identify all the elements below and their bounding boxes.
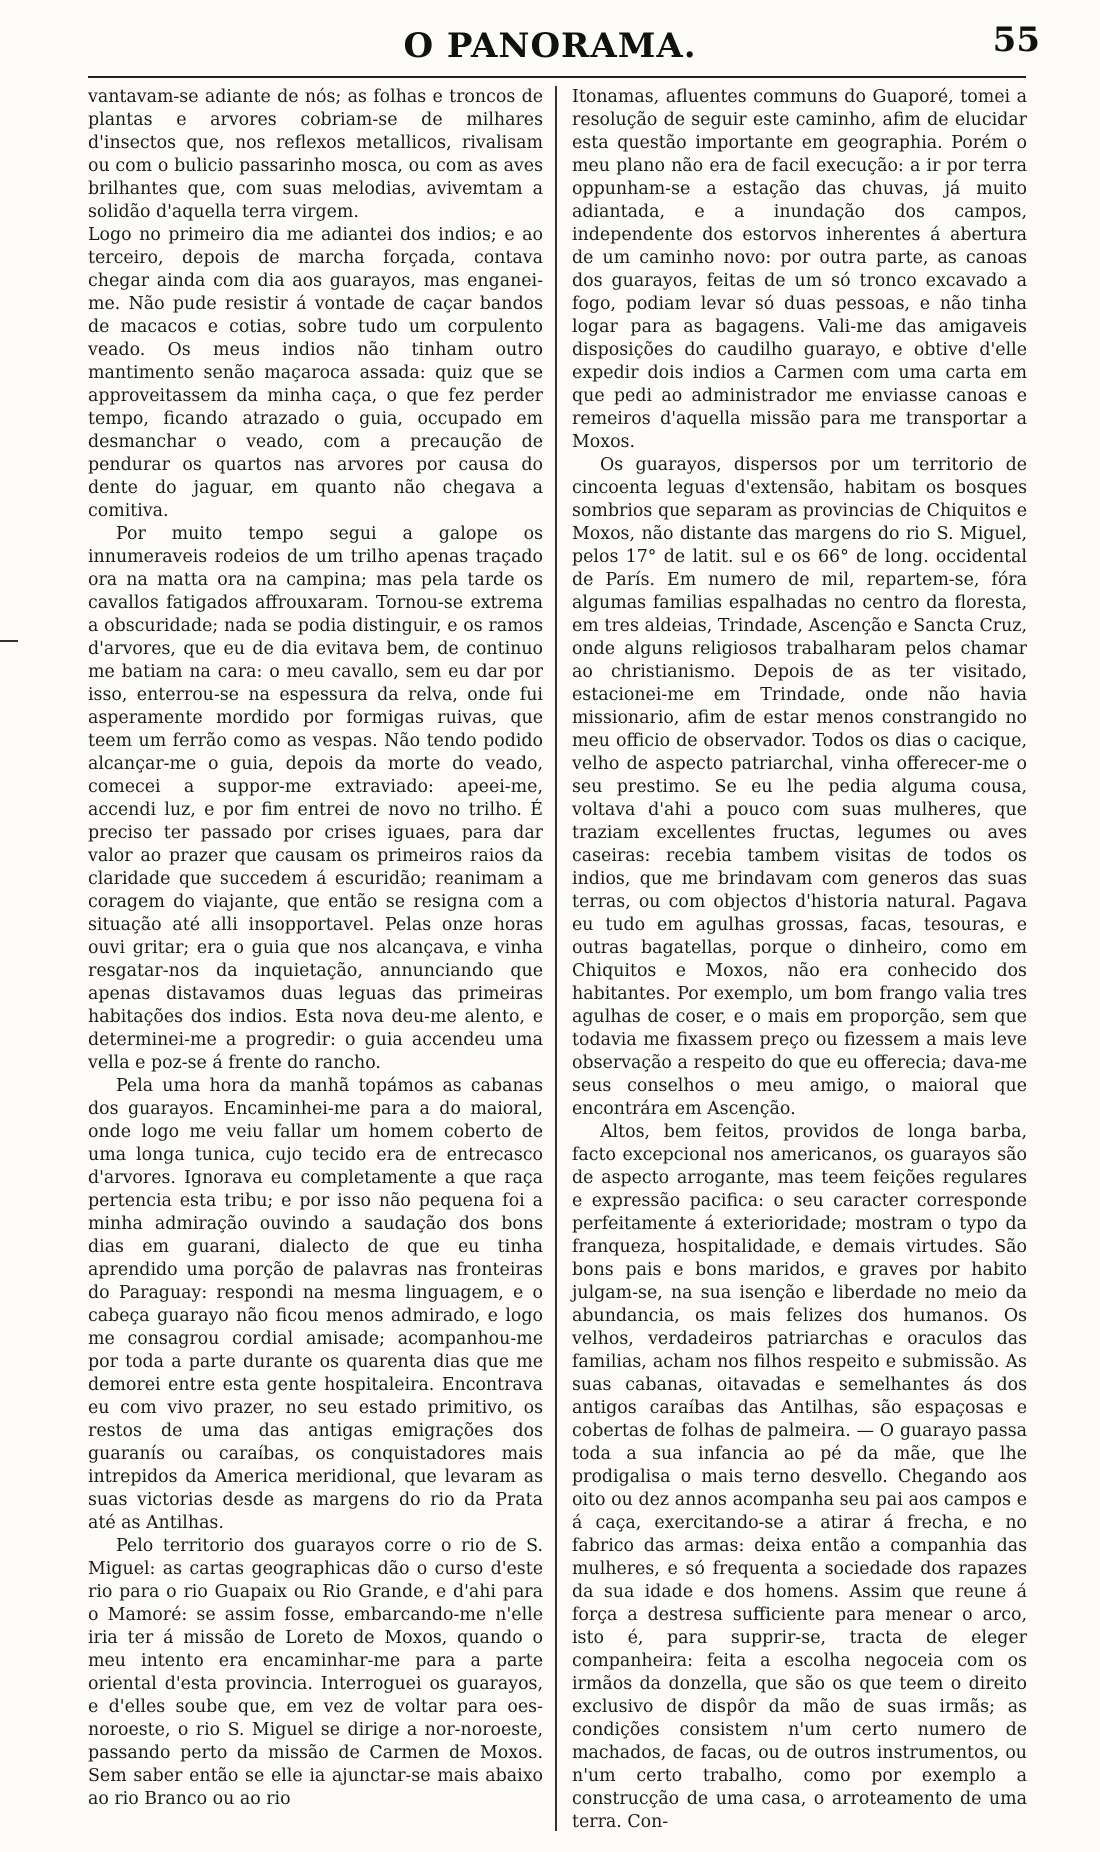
page-header: [0, 20, 1100, 68]
paragraph: Pela uma hora da manhã topámos as cabanas dos guarayos. Encaminhei-me para a do maioral, onde logo me veiu fallar um homem coberto de uma longa tunica, cujo tecido era de entrecasco d'arvores. Ignorava eu completamente a que raça pertencia esta tribu; e por isso não pequena foi a minha admiração ouvindo a saudação dos bons dias em guarani, dialecto de que eu tinha aprendido uma porção de palavras nas fronteiras do Paraguay: respondi na mesma linguagem, e o cabeça guarayo não ficou menos admirado, e logo me consagrou cordial amisade; acompanhou-me por toda a parte durante os quarenta dias que me demorei entre esta gente hospitaleira. Encontrava eu com vivo prazer, no seu estado primitivo, os restos de uma das antigas emigrações dos guaranís ou caraíbas, os conquistadores mais intrepidos da America meridional, que levaram as suas victorias desde as margens do rio da Prata até as Antilhas.: [88, 1076, 543, 1533]
paragraph: vantavam-se adiante de nós; as folhas e troncos de plantas e arvores cobriam-se de milhares d'insectos que, nos reflexos metallicos, rivalisam ou com o bulicio passarinho mosca, ou com as aves brilhantes que, com suas melodias, avivemtam a solidão d'aquella terra virgem.: [88, 87, 543, 222]
paragraph: Os guarayos, dispersos por um territorio de cincoenta leguas d'extensão, habitam os bosques sombrios que separam as provincias de Chiquitos e Moxos, não distante das margens do rio S. Miguel, pelos 17° de latit. sul e os 66° de long. occidental de París. Em numero de mil, repartem-se, fóra algumas familias espalhadas no centro da floresta, em tres aldeias, Trindade, Ascenção e Sancta Cruz, onde alguns religiosos trabalharam pelos chamar ao christianismo. Depois de as ter visitado, estacionei-me em Trindade, onde não havia missionario, afim de estar menos constrangido no meu officio de observador. Todos os dias o cacique, velho de aspecto patriarchal, vinha offerecer-me o seu prestimo. Se eu lhe pedia alguma cousa, voltava d'ahi a pouco com suas mulheres, que traziam excellentes fructas, legumes ou aves caseiras: recebia tambem visitas de todos os indios, que me brindavam com generos das suas terras, ou com objectos d'historia natural. Pagava eu tudo em agulhas grossas, facas, tesouras, e outras bagatellas, porque o dinheiro, como em Chiquitos e Moxos, não era conhecido dos habitantes. Por exemplo, um bom frango valia tres agulhas de coser, e o mais em proporção, sem que todavia me fixassem preço ou fizessem a mais leve observação a respeito do que eu offerecia; dava-me seus conselhos o meu amigo, o maioral que encontrára em Ascenção.: [572, 455, 1027, 1119]
paragraph: Pelo territorio dos guarayos corre o rio de S. Miguel: as cartas geographicas dão o curso d'este rio para o rio Guapaix ou Rio Grande, e d'ahi para o Mamoré: se assim fosse, embarcando-me n'elle iria ter á missão de Loreto de Moxos, quando o meu intento era encaminhar-me para a parte oriental d'esta provincia. Interroguei os guarayos, e d'elles soube que, em vez de voltar para oes-noroeste, o rio S. Miguel se dirige a nor-noroeste, passando perto da missão de Carmen de Moxos. Sem saber então se elle ia ajunctar-se mais abaixo ao rio Branco ou ao rio: [88, 1536, 543, 1809]
header-rule: [88, 76, 1026, 78]
paragraph: Logo no primeiro dia me adiantei dos indios; e ao terceiro, depois de marcha forçada, contava chegar ainda com dia aos guarayos, mas enganei-me. Não pude resistir á vontade de caçar bandos de macacos e cotias, sobre tudo um corpulento veado. Os meus indios não tinham outro mantimento senão maçaroca assada: quiz que se approveitassem da minha caça, o que fez perder tempo, ficando atrazado o guia, occupado em desmanchar o veado, com a precaução de pendurar os quartos nas arvores por causa do dente do jaguar, em quanto não chegava a comitiva.: [88, 225, 543, 521]
right-column: [572, 86, 1027, 1834]
left-column: [88, 86, 543, 1811]
paragraph: Altos, bem feitos, providos de longa barba, facto excepcional nos americanos, os guarayos são de aspecto arrogante, mas teem feições regulares e expressão pacifica: o seu caracter corresponde perfeitamente á exterioridade; mostram o typo da franqueza, hospitalidade, e demais virtudes. São bons pais e bons maridos, e graves por habito julgam-se, na sua isenção e liberdade no meio da abundancia, os mais felizes dos humanos. Os velhos, verdadeiros patriarchas e oraculos das familias, acham nos filhos respeito e submissão. As suas cabanas, oitavadas e semelhantes ás dos antigos caraíbas das Antilhas, são espaçosas e cobertas de folhas de palmeira. — O guarayo passa toda a sua infancia ao pé da mãe, que lhe prodigalisa o mais terno desvello. Chegando aos oito ou dez annos acompanha seu pai aos campos e á caça, exercitando-se a atirar á frecha, e no fabrico das armas: deixa então a companhia das mulheres, e só frequenta a sociedade dos rapazes da sua idade e dos homens. Assim que reune á força a destresa sufficiente para menear o arco, isto é, para supprir-se, tracta de eleger companheira: feita a escolha negoceia com os irmãos da donzella, que são os que teem o direito exclusivo de dispôr da mão de suas irmãs; as condições consistem n'um certo numero de machados, de facas, ou de outros instrumentos, ou n'um certo trabalho, como por exemplo a construcção de uma casa, o arroteamento de uma terra. Con-: [572, 1122, 1027, 1832]
column-divider: [555, 86, 557, 1831]
masthead-title: O PANORAMA.: [403, 26, 697, 66]
paragraph: Por muito tempo segui a galope os innumeraveis rodeios de um trilho apenas traçado ora na matta ora na campina; mas pela tarde os cavallos fatigados affrouxaram. Tornou-se extrema a obscuridade; nada se podia distinguir, e os ramos d'arvores, que eu de dia evitava bem, de continuo me batiam na cara: o meu cavallo, sem eu dar por isso, enterrou-se na espessura da relva, onde fui asperamente mordido por formigas ruivas, que teem um ferrão como as vespas. Não tendo podido alcançar-me o guia, depois da morte do veado, comecei a suppor-me extraviado: apeei-me, accendi luz, e por fim entrei de novo no trilho. É preciso ter passado por crises iguaes, para dar valor ao prazer que causam os primeiros raios da claridade que succedem á escuridão; reanimam a coragem do viajante, que então se resigna com a situação até alli insopportavel. Pelas onze horas ouvi gritar; era o guia que nos alcançava, e vinha resgatar-nos da inquietação, annunciando que apenas distavamos duas leguas das primeiras habitações dos indios. Esta nova deu-me alento, e determinei-me a progredir: o guia accendeu uma vella e poz-se á frente do rancho.: [88, 524, 543, 1073]
margin-mark: [0, 640, 18, 642]
page-number: 55: [992, 20, 1040, 60]
paragraph: Itonamas, afluentes communs do Guaporé, tomei a resolução de seguir este caminho, afim de elucidar esta questão importante em geographia. Porém o meu plano não era de facil execução: a ir por terra oppunham-se a estação das chuvas, já muito adiantada, e a inundação dos campos, independente dos estorvos inherentes á abertura de um caminho novo: por outra parte, as canoas dos guarayos, feitas de um só tronco excavado a fogo, podiam levar só duas pessoas, e não tinha logar para as bagagens. Vali-me das amigaveis disposições do caudilho guarayo, e obtive d'elle expedir dois indios a Carmen com uma carta em que pedi ao administrador me enviasse canoas e remeiros d'aquella missão para me transportar a Moxos.: [572, 87, 1027, 452]
